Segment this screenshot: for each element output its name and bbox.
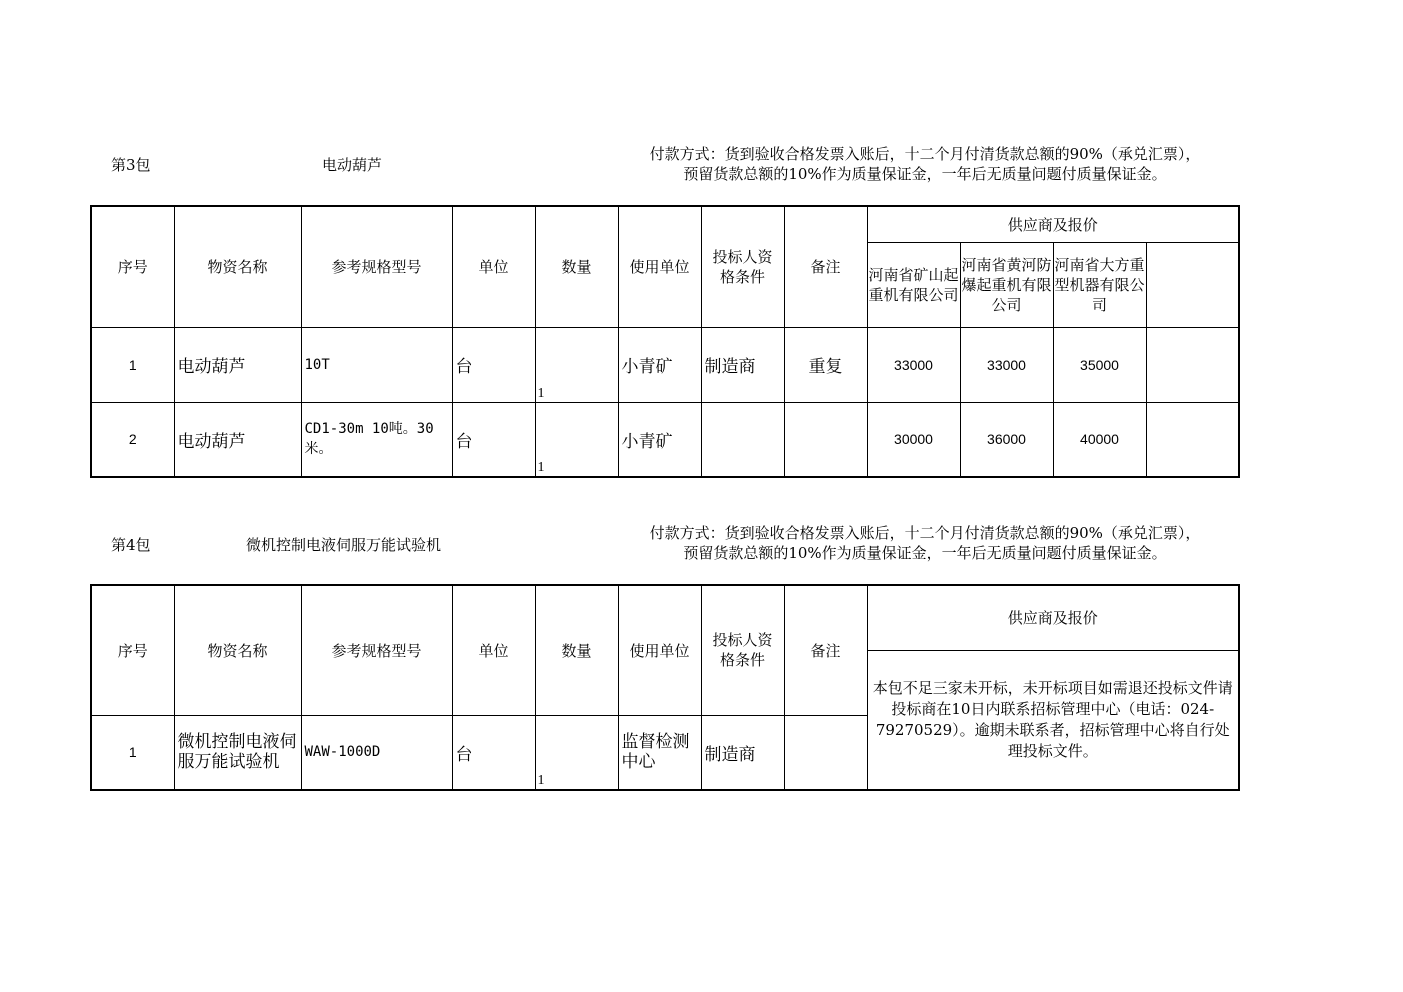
cell-seq: 2 bbox=[91, 402, 174, 477]
package-table bbox=[90, 584, 1240, 791]
header-seq: 序号 bbox=[91, 206, 174, 327]
cell-spec: WAW-1000D bbox=[301, 715, 452, 790]
supplier-name: 河南省黄河防爆起重机有限公司 bbox=[960, 242, 1053, 327]
cell-unit: 台 bbox=[452, 715, 535, 790]
cell-price bbox=[1146, 327, 1239, 402]
notice-text: 本包不足三家未开标，未开标项目如需退还投标文件请投标商在10日内联系招标管理中心（电话：024-79270529）。逾期未联系者，招标管理中心将自行处理投标文件。 bbox=[867, 650, 1239, 790]
cell-spec: CD1-30m 10吨。30米。 bbox=[301, 402, 452, 477]
supplier-name bbox=[1146, 242, 1239, 327]
payment-terms-line1: 付款方式：货到验收合格发票入账后，十二个月付清货款总额的90%（承兑汇票）， bbox=[649, 145, 1201, 163]
cell-price: 40000 bbox=[1053, 402, 1146, 477]
header-user-unit: 使用单位 bbox=[618, 585, 701, 715]
cell-price: 30000 bbox=[867, 402, 960, 477]
payment-terms-line1: 付款方式：货到验收合格发票入账后，十二个月付清货款总额的90%（承兑汇票）， bbox=[649, 524, 1201, 542]
cell-item-name: 微机控制电液伺服万能试验机 bbox=[174, 715, 301, 790]
cell-price: 33000 bbox=[867, 327, 960, 402]
package-label: 第4包 bbox=[111, 536, 151, 554]
cell-remarks bbox=[784, 402, 867, 477]
cell-seq: 1 bbox=[91, 715, 174, 790]
header-qualification: 投标人资格条件 bbox=[701, 585, 784, 715]
payment-terms-line2: 预留货款总额的10%作为质量保证金，一年后无质量问题付质量保证金。 bbox=[683, 544, 1167, 562]
header-qty: 数量 bbox=[535, 206, 618, 327]
header-spec: 参考规格型号 bbox=[301, 206, 452, 327]
header-item-name: 物资名称 bbox=[174, 585, 301, 715]
package-name: 电动葫芦 bbox=[322, 156, 383, 174]
cell-price: 36000 bbox=[960, 402, 1053, 477]
header-remarks: 备注 bbox=[784, 585, 867, 715]
cell-price: 33000 bbox=[960, 327, 1053, 402]
payment-terms bbox=[620, 523, 1230, 563]
package-label: 第3包 bbox=[111, 156, 151, 174]
header-seq: 序号 bbox=[91, 585, 174, 715]
qty-value: 1 bbox=[537, 460, 545, 475]
cell-qty bbox=[535, 402, 618, 477]
cell-item-name: 电动葫芦 bbox=[174, 402, 301, 477]
cell-qty bbox=[535, 715, 618, 790]
header-remarks: 备注 bbox=[784, 206, 867, 327]
cell-price: 35000 bbox=[1053, 327, 1146, 402]
cell-user-unit: 小青矿 bbox=[618, 327, 701, 402]
header-suppliers-group: 供应商及报价 bbox=[867, 206, 1239, 242]
cell-seq: 1 bbox=[91, 327, 174, 402]
header-suppliers-group: 供应商及报价 bbox=[867, 585, 1239, 650]
supplier-name: 河南省大方重型机器有限公司 bbox=[1053, 242, 1146, 327]
cell-spec: 10T bbox=[301, 327, 452, 402]
cell-qualification: 制造商 bbox=[701, 327, 784, 402]
cell-remarks bbox=[784, 715, 867, 790]
header-unit: 单位 bbox=[452, 585, 535, 715]
cell-unit: 台 bbox=[452, 327, 535, 402]
payment-terms-line2: 预留货款总额的10%作为质量保证金，一年后无质量问题付质量保证金。 bbox=[683, 165, 1167, 183]
header-unit: 单位 bbox=[452, 206, 535, 327]
cell-user-unit: 监督检测中心 bbox=[618, 715, 701, 790]
cell-price bbox=[1146, 402, 1239, 477]
supplier-name: 河南省矿山起重机有限公司 bbox=[867, 242, 960, 327]
package-name: 微机控制电液伺服万能试验机 bbox=[246, 536, 442, 554]
cell-qualification bbox=[701, 402, 784, 477]
header-spec: 参考规格型号 bbox=[301, 585, 452, 715]
cell-qualification: 制造商 bbox=[701, 715, 784, 790]
header-qualification: 投标人资格条件 bbox=[701, 206, 784, 327]
cell-item-name: 电动葫芦 bbox=[174, 327, 301, 402]
qty-value: 1 bbox=[537, 773, 545, 788]
package-table bbox=[90, 205, 1240, 478]
cell-user-unit: 小青矿 bbox=[618, 402, 701, 477]
table-row bbox=[91, 402, 1239, 477]
table-row bbox=[91, 327, 1239, 402]
cell-qty bbox=[535, 327, 618, 402]
header-qty: 数量 bbox=[535, 585, 618, 715]
cell-remarks: 重复 bbox=[784, 327, 867, 402]
payment-terms bbox=[620, 144, 1230, 184]
header-user-unit: 使用单位 bbox=[618, 206, 701, 327]
header-item-name: 物资名称 bbox=[174, 206, 301, 327]
qty-value: 1 bbox=[537, 385, 545, 401]
cell-unit: 台 bbox=[452, 402, 535, 477]
